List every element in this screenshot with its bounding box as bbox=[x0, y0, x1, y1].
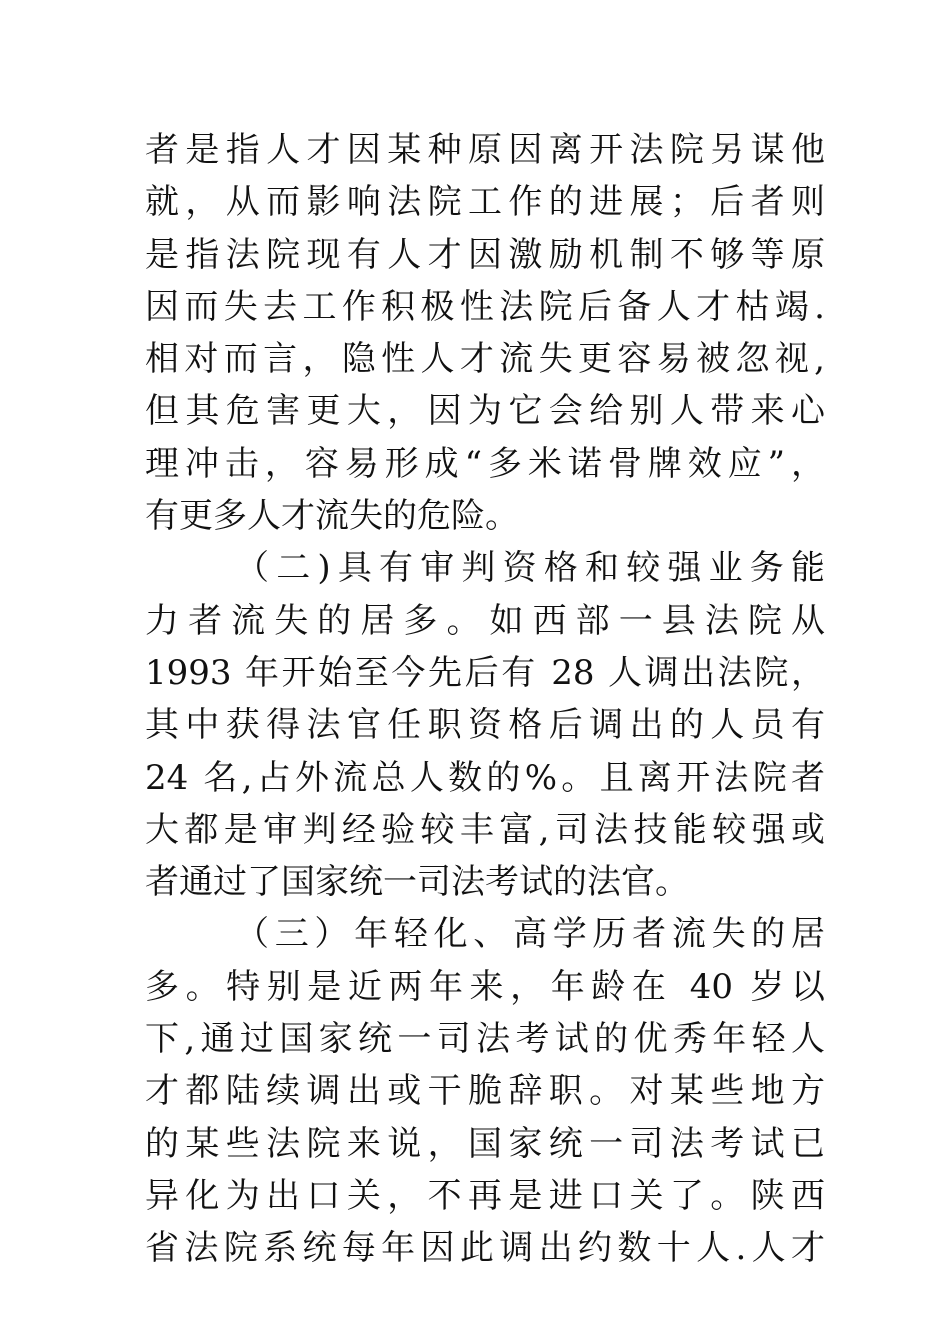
text-line: 多。特别是近两年来，年龄在 40 岁以 bbox=[145, 966, 825, 1007]
text-line: 但其危害更大，因为它会给别人带来心 bbox=[145, 391, 825, 432]
text-line: 者通过了国家统一司法考试的法官。 bbox=[145, 862, 689, 903]
text-line: 就，从而影响法院工作的进展；后者则 bbox=[145, 182, 825, 223]
text-line: 才都陆续调出或干脆辞职。对某些地方 bbox=[145, 1071, 825, 1112]
text-line: 下,通过国家统一司法考试的优秀年轻人 bbox=[145, 1019, 825, 1060]
text-line: 有更多人才流失的危险。 bbox=[145, 496, 519, 537]
text-line: 因而失去工作积极性法院后备人才枯竭. bbox=[145, 286, 825, 327]
text-line: 是指法院现有人才因激励机制不够等原 bbox=[145, 234, 825, 275]
text-line: 24 名,占外流总人数的%。且离开法院者 bbox=[145, 757, 825, 798]
text-line: 1993 年开始至今先后有 28 人调出法院， bbox=[145, 652, 825, 693]
text-line: 的某些法院来说，国家统一司法考试已 bbox=[145, 1123, 825, 1164]
text-line: 省法院系统每年因此调出约数十人.人才 bbox=[145, 1228, 825, 1269]
text-line: 理冲击，容易形成“多米诺骨牌效应”， bbox=[145, 443, 825, 484]
section-heading-line: （三）年轻化、高学历者流失的居 bbox=[235, 914, 825, 955]
text-line: 者是指人才因某种原因离开法院另谋他 bbox=[145, 130, 825, 170]
section-heading-line: （二)具有审判资格和较强业务能 bbox=[235, 548, 825, 589]
text-line: 大都是审判经验较丰富,司法技能较强或 bbox=[145, 809, 825, 850]
text-line: 相对而言，隐性人才流失更容易被忽视, bbox=[145, 339, 825, 380]
text-line: 异化为出口关，不再是进口关了。陕西 bbox=[145, 1175, 825, 1216]
body-text bbox=[145, 124, 825, 1275]
text-line: 力者流失的居多。如西部一县法院从 bbox=[145, 600, 825, 641]
text-line: 其中获得法官任职资格后调出的人员有 bbox=[145, 705, 825, 746]
